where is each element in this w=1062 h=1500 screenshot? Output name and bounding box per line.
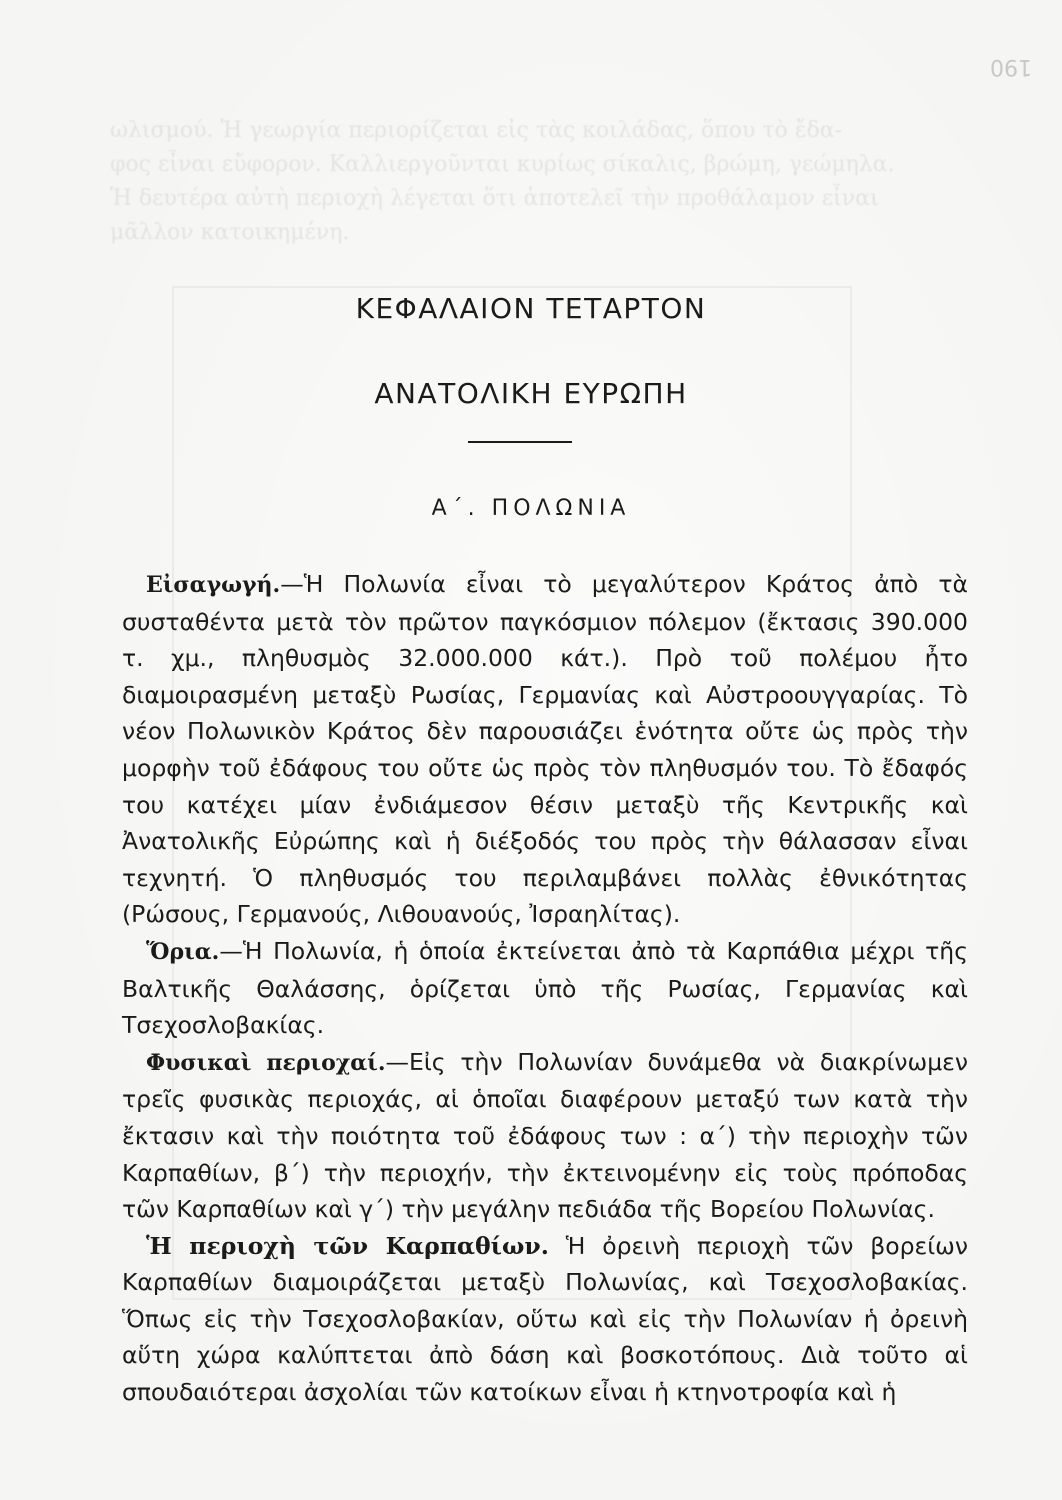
- paragraph-borders: [122, 933, 968, 1044]
- paragraph-text: Ἡ ὀρεινὴ περιοχὴ τῶν βορείων Καρπαθίων διαμοιράζεται μεταξὺ Πολωνίας, καὶ Τσεχοσλοβακίας. Ὅπως εἰς τὴν Τσεχοσλοβακίαν, οὕτω καὶ εἰς τὴν Πολωνίαν ἡ ὀρεινὴ αὕτη χώρα καλύπτεται ἀπὸ δάση καὶ βοσκοτόπους. Διὰ τοῦτο αἱ σπουδαιότεραι ἀσχολίαι τῶν κατοίκων εἶναι ἡ κτηνοτροφία καὶ ἡ: [122, 1231, 968, 1407]
- paragraph-introduction: [122, 566, 968, 933]
- paragraph-text: —Ἡ Πολωνία, ἡ ὁποία ἐκτείνεται ἀπὸ τὰ Καρπάθια μέχρι τῆς Βαλτικῆς Θαλάσσης, ὁρίζεται ὑπὸ τῆς Ρωσίας, Γερμανίας καὶ Τσεχοσλοβακίας.: [122, 936, 968, 1040]
- paragraph-text: —Ἡ Πολωνία εἶναι τὸ μεγαλύτερον Κράτος ἀπὸ τὰ συσταθέντα μετὰ τὸν πρῶτον παγκόσμιον πόλεμον (ἔκτασις 390.000 τ. χμ., πληθυσμὸς 32.000.000 κάτ.). Πρὸ τοῦ πολέμου ἦτο διαμοιρασμένη μεταξὺ Ρωσίας, Γερμανίας καὶ Αὐστροουγγαρίας. Τὸ νέον Πολωνικὸν Κράτος δὲν παρουσιάζει ἑνότητα οὔτε ὡς πρὸς τὴν μορφὴν τοῦ ἐδάφους του οὔτε ὡς πρὸς τὸν πληθυσμόν του. Τὸ ἔδαφός του κατέχει μίαν ἐνδιάμεσον θέσιν μεταξὺ τῆς Κεντρικῆς καὶ Ἀνατολικῆς Εὐρώπης καὶ ἡ διέξοδός του πρὸς τὴν θάλασσαν εἶναι τεχνητή. Ὁ πληθυσμός του περιλαμβάνει πολλὰς ἐθνικότητας (Ρώσους, Γερμανούς, Λιθουανούς, Ἰσραηλίτας).: [122, 570, 968, 929]
- region-title: ΑΝΑΤΟΛΙΚΗ ΕΥΡΩΠΗ: [374, 377, 688, 410]
- section-title: Α΄. ΠΟΛΩΝΙΑ: [431, 496, 631, 521]
- paragraph-heading: Εἰσαγωγή.: [146, 572, 281, 598]
- paragraph-heading: Ἡ περιοχὴ τῶν Καρπαθίων.: [146, 1231, 549, 1260]
- title-divider: [468, 441, 572, 443]
- bleed-through-line: μᾶλλον κατοικημένη.: [110, 220, 350, 245]
- page-number-bleed: 190: [990, 54, 1032, 79]
- bleed-through-line: Ἡ δευτέρα αὐτὴ περιοχὴ λέγεται ὅτι ἀποτελεῖ τὴν προθάλαμον εἶναι: [110, 186, 879, 211]
- chapter-title: ΚΕΦΑΛΑΙΟΝ ΤΕΤΑΡΤΟΝ: [355, 292, 707, 325]
- paragraph-heading: Φυσικαὶ περιοχαί.: [146, 1049, 386, 1076]
- body-text: [122, 566, 968, 1411]
- paragraph-text: —Εἰς τὴν Πολωνίαν δυνάμεθα νὰ διακρίνωμεν τρεῖς φυσικὰς περιοχάς, αἱ ὁποῖαι διαφέρουν μεταξύ των κατὰ τὴν ἔκτασιν καὶ τὴν ποιότητα τοῦ ἐδάφους των : α΄) τὴν περιοχὴν τῶν Καρπαθίων, β΄) τὴν περιοχήν, τὴν ἐκτεινομένην εἰς τοὺς πρόποδας τῶν Καρπαθίων καὶ γ΄) τὴν μεγάλην πεδιάδα τῆς Βορείου Πολωνίας.: [122, 1047, 968, 1224]
- paragraph-physical-regions: [122, 1044, 968, 1228]
- paragraph-carpathian-region: [122, 1228, 968, 1411]
- bleed-through-line: ωλισμού. Ἡ γεωργία περιορίζεται εἰς τὰς κοιλάδας, ὅπου τὸ ἔδα-: [110, 118, 843, 143]
- paragraph-heading: Ὅρια.: [146, 938, 220, 965]
- bleed-through-line: φος εἶναι εὔφορον. Καλλιεργοῦνται κυρίως σίκαλις, βρώμη, γεώμηλα.: [110, 152, 895, 177]
